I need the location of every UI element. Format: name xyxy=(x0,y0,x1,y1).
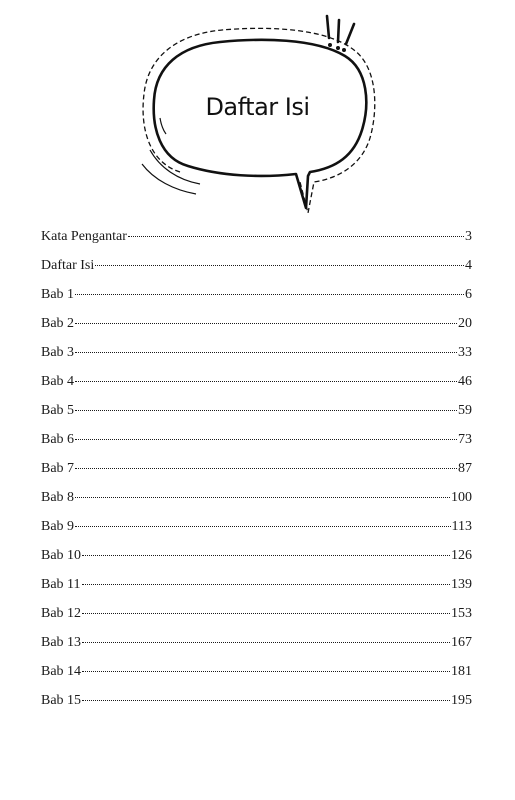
dot-leader xyxy=(82,641,450,643)
toc-entry-page-number: 181 xyxy=(451,664,472,679)
toc-entry-label: Bab 5 xyxy=(41,403,75,418)
toc-entry-page-number: 6 xyxy=(465,287,472,302)
toc-entry[interactable] xyxy=(41,226,472,255)
toc-entry-page-number: 113 xyxy=(451,519,472,534)
toc-entry[interactable] xyxy=(41,690,472,719)
table-of-contents xyxy=(41,226,472,719)
toc-entry-page-number: 87 xyxy=(458,461,472,476)
dot-leader xyxy=(75,351,457,353)
toc-entry-label: Bab 7 xyxy=(41,461,75,476)
dot-leader xyxy=(75,525,450,527)
toc-entry-label: Bab 13 xyxy=(41,635,82,650)
toc-entry[interactable] xyxy=(41,487,472,516)
toc-entry-label: Bab 8 xyxy=(41,490,75,505)
toc-entry[interactable] xyxy=(41,313,472,342)
toc-entry-page-number: 46 xyxy=(458,374,472,389)
dot-leader xyxy=(75,438,457,440)
toc-entry-page-number: 4 xyxy=(465,258,472,273)
toc-entry-page-number: 100 xyxy=(451,490,472,505)
toc-entry[interactable] xyxy=(41,255,472,284)
dot-leader xyxy=(95,264,464,266)
toc-entry[interactable] xyxy=(41,429,472,458)
page-title: Daftar Isi xyxy=(205,93,310,121)
toc-entry-page-number: 167 xyxy=(451,635,472,650)
dot-leader xyxy=(75,293,464,295)
toc-entry[interactable] xyxy=(41,661,472,690)
toc-entry-page-number: 126 xyxy=(451,548,472,563)
toc-entry-label: Bab 9 xyxy=(41,519,75,534)
toc-entry[interactable] xyxy=(41,516,472,545)
toc-entry-label: Bab 4 xyxy=(41,374,75,389)
dot-leader xyxy=(75,496,450,498)
toc-entry[interactable] xyxy=(41,545,472,574)
dot-leader xyxy=(75,409,457,411)
dot-leader xyxy=(82,583,450,585)
toc-entry[interactable] xyxy=(41,603,472,632)
dot-leader xyxy=(82,670,450,672)
toc-entry-page-number: 33 xyxy=(458,345,472,360)
toc-entry[interactable] xyxy=(41,342,472,371)
toc-entry-label: Bab 10 xyxy=(41,548,82,563)
toc-entry-label: Bab 12 xyxy=(41,606,82,621)
toc-entry-label: Bab 11 xyxy=(41,577,81,592)
toc-entry-page-number: 3 xyxy=(465,229,472,244)
toc-entry[interactable] xyxy=(41,400,472,429)
dot-leader xyxy=(128,235,464,237)
toc-entry-page-number: 195 xyxy=(451,693,472,708)
toc-entry[interactable] xyxy=(41,574,472,603)
toc-entry-label: Bab 6 xyxy=(41,432,75,447)
dot-leader xyxy=(82,612,450,614)
toc-entry[interactable] xyxy=(41,284,472,313)
toc-entry-label: Daftar Isi xyxy=(41,258,95,273)
toc-entry-page-number: 73 xyxy=(458,432,472,447)
toc-entry-page-number: 153 xyxy=(451,606,472,621)
dot-leader xyxy=(82,699,450,701)
toc-entry-label: Bab 2 xyxy=(41,316,75,331)
dot-leader xyxy=(82,554,450,556)
toc-entry-label: Bab 14 xyxy=(41,664,82,679)
toc-entry-label: Bab 3 xyxy=(41,345,75,360)
toc-entry[interactable] xyxy=(41,632,472,661)
dot-leader xyxy=(75,380,457,382)
dot-leader xyxy=(75,322,457,324)
toc-entry-page-number: 139 xyxy=(451,577,472,592)
dot-leader xyxy=(75,467,457,469)
toc-entry-label: Kata Pengantar xyxy=(41,229,127,244)
toc-entry-page-number: 59 xyxy=(458,403,472,418)
toc-entry-label: Bab 1 xyxy=(41,287,75,302)
toc-entry[interactable] xyxy=(41,458,472,487)
toc-entry-label: Bab 15 xyxy=(41,693,82,708)
toc-entry-page-number: 20 xyxy=(458,316,472,331)
toc-entry[interactable] xyxy=(41,371,472,400)
